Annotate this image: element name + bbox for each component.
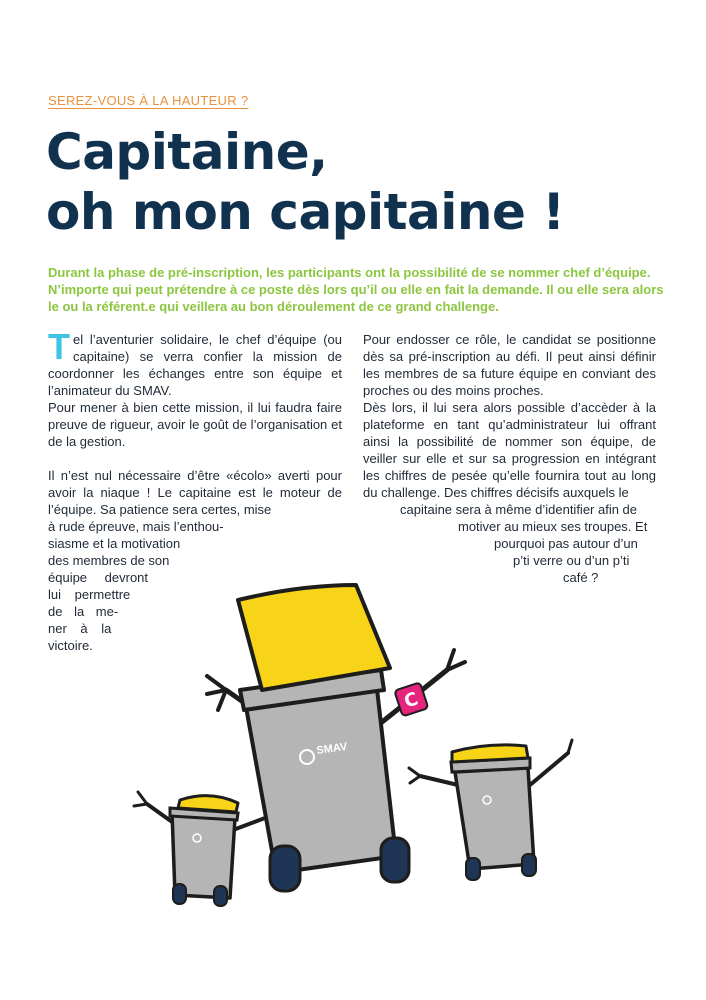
right-shaped-line: motiver au mieux ses troupes. Et	[458, 519, 648, 534]
title-line-2: oh mon capitaine !	[46, 183, 565, 241]
small-left-bin-left-hand	[134, 792, 147, 806]
small-right-bin-right-arm	[530, 753, 568, 785]
title-line-1: Capitaine,	[46, 123, 328, 181]
right-shaped-line: café ?	[563, 570, 599, 585]
small-left-bin-lid	[178, 796, 238, 812]
big-bin-right-hand	[447, 650, 465, 670]
captain-badge-letter: C	[401, 688, 421, 713]
small-left-bin-character	[134, 792, 265, 906]
big-bin-character	[207, 585, 465, 891]
right-shaped-line: pourquoi pas autour d’un	[494, 536, 638, 551]
big-bin-body	[246, 689, 396, 873]
left-shaped-line: de la me-	[48, 604, 119, 619]
right-para-2: Dès lors, il lui sera alors possible d’accèder à la plateforme en tant qu’administrateur lui offrant ainsi la possibilité de nommer son équipe, de veiller sur elle et sur sa progression en intégrant les chiffres de pesée qu’elle fournira tout au long du challenge. Des chiffres décisifs auxquels le	[363, 400, 656, 500]
small-right-bin-left-wheel	[466, 858, 480, 880]
small-right-bin-body	[455, 768, 534, 869]
left-para-1-text: el l’aventurier solidaire, le chef d’équipe (ou capitaine) se verra confier la mission de coordonner les échanges entre son équipe et l’animateur du SMAV.	[48, 332, 342, 398]
left-para-2: Pour mener à bien cette mission, il lui faudra faire preuve de rigueur, avoir le goût de l’organisation et de la gestion.	[48, 400, 342, 449]
left-shaped-line: équipe devront	[48, 570, 149, 585]
right-shaped-line: p’ti verre ou d’un p’ti	[513, 553, 630, 568]
small-left-bin-right-wheel	[214, 886, 227, 906]
small-right-bin-right-hand	[568, 740, 572, 753]
small-right-bin-right-wheel	[522, 854, 536, 876]
big-bin-right-wheel	[381, 838, 409, 882]
small-right-bin-left-arm	[420, 776, 458, 785]
right-para-1: Pour endosser ce rôle, le candidat se positionne dès sa pré-inscription au défi. Il peut ainsi définir les membres de sa future équipe en conviant des proches ou des moins proches.	[363, 332, 656, 398]
small-right-bin-left-hand	[409, 768, 420, 783]
left-shaped-line: des membres de son	[48, 553, 170, 568]
small-right-bin-character	[409, 740, 572, 880]
small-left-bin-left-wheel	[173, 884, 186, 904]
section-kicker: SEREZ-VOUS À LA HAUTEUR ?	[48, 93, 249, 108]
left-shaped-line: siasme et la motivation	[48, 536, 181, 551]
right-shaped-line: capitaine sera à même d’identifier afin de	[400, 502, 638, 517]
left-para-3: Il n’est nul nécessaire d’être «écolo» averti pour avoir la niaque ! Le capitaine est le moteur de l’équipe. Sa patience sera certes, mise	[48, 468, 342, 517]
small-right-bin-lid	[452, 745, 528, 762]
drop-cap: T	[48, 326, 70, 367]
left-shaped-line: à rude épreuve, mais l’enthou-	[48, 519, 224, 534]
left-shaped-line: ner à la	[48, 621, 112, 636]
big-bin-left-hand	[207, 676, 226, 710]
left-shaped-line: victoire.	[48, 638, 93, 653]
smav-logo-text: SMAV	[315, 740, 349, 757]
article-lead: Durant la phase de pré-inscription, les participants ont la possibilité de se nommer chef d’équipe. N’importe qui peut prétendre à ce poste dès lors qu’il ou elle en fait la demande. Il ou elle sera alors le ou la référent.e qui veillera au bon déroulement de ce grand challenge.	[48, 265, 664, 314]
left-shaped-line: lui permettre	[48, 587, 131, 602]
big-bin-left-wheel	[270, 846, 300, 891]
